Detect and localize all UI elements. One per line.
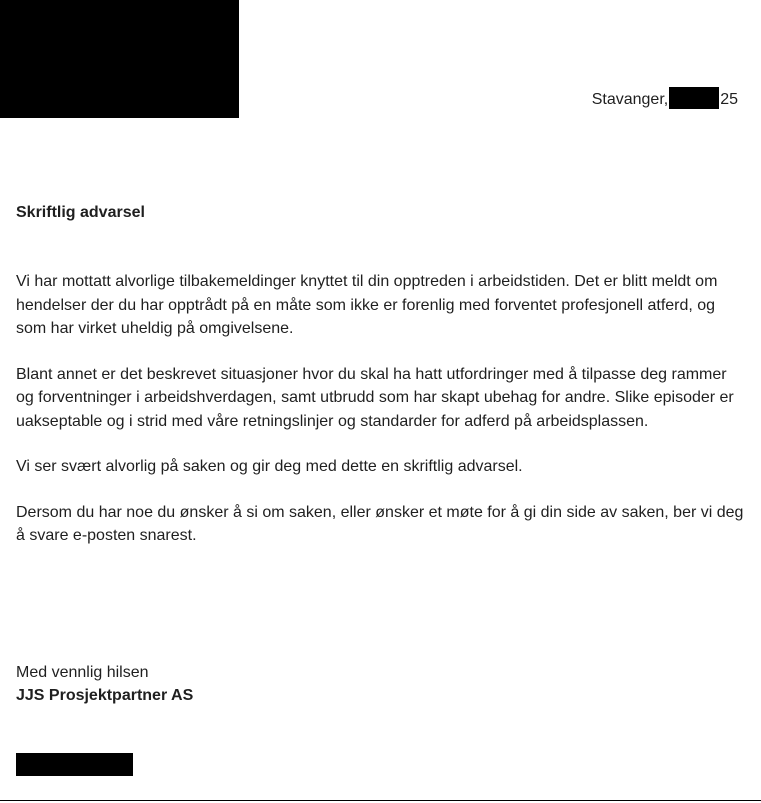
footer-divider [0, 800, 761, 801]
paragraph-3: Vi ser svært alvorlig på saken og gir deg med dette en skriftlig advarsel. [16, 458, 523, 475]
paragraph-2: Blant annet er det beskrevet situasjoner hvor du skal ha hatt utfordringer med å tilpasse deg rammer og forventninger i arbeidshverdagen, samt utbrudd som har skapt ubehag for andre. Slike episoder er uakseptable og i strid med våre retningslinjer og standarder for adferd på arbeidsplassen. [16, 365, 734, 430]
paragraph-4: Dersom du har noe du ønsker å si om saken, eller ønsker et møte for å gi din side av saken, ber vi deg å svare e-posten snarest. [16, 503, 744, 544]
company-name: JJS Prosjektpartner AS [16, 687, 194, 704]
city-text: Stavanger, [591, 91, 669, 108]
logo-redaction [0, 0, 239, 118]
letter-body [16, 270, 746, 570]
year-suffix-text: 25 [720, 91, 738, 108]
date-redaction [669, 87, 719, 109]
signature-redaction [16, 753, 133, 776]
letter-subject: Skriftlig advarsel [16, 204, 145, 221]
date-line [592, 87, 738, 110]
closing-greeting: Med vennlig hilsen [16, 664, 149, 681]
paragraph-1: Vi har mottatt alvorlige tilbakemeldinger knyttet til din opptreden i arbeidstiden. Det er blitt meldt om hendelser der du har opptrådt på en måte som ikke er forenlig med forventet profesjonell atferd, og som har virket uheldig på omgivelsene. [16, 273, 718, 337]
